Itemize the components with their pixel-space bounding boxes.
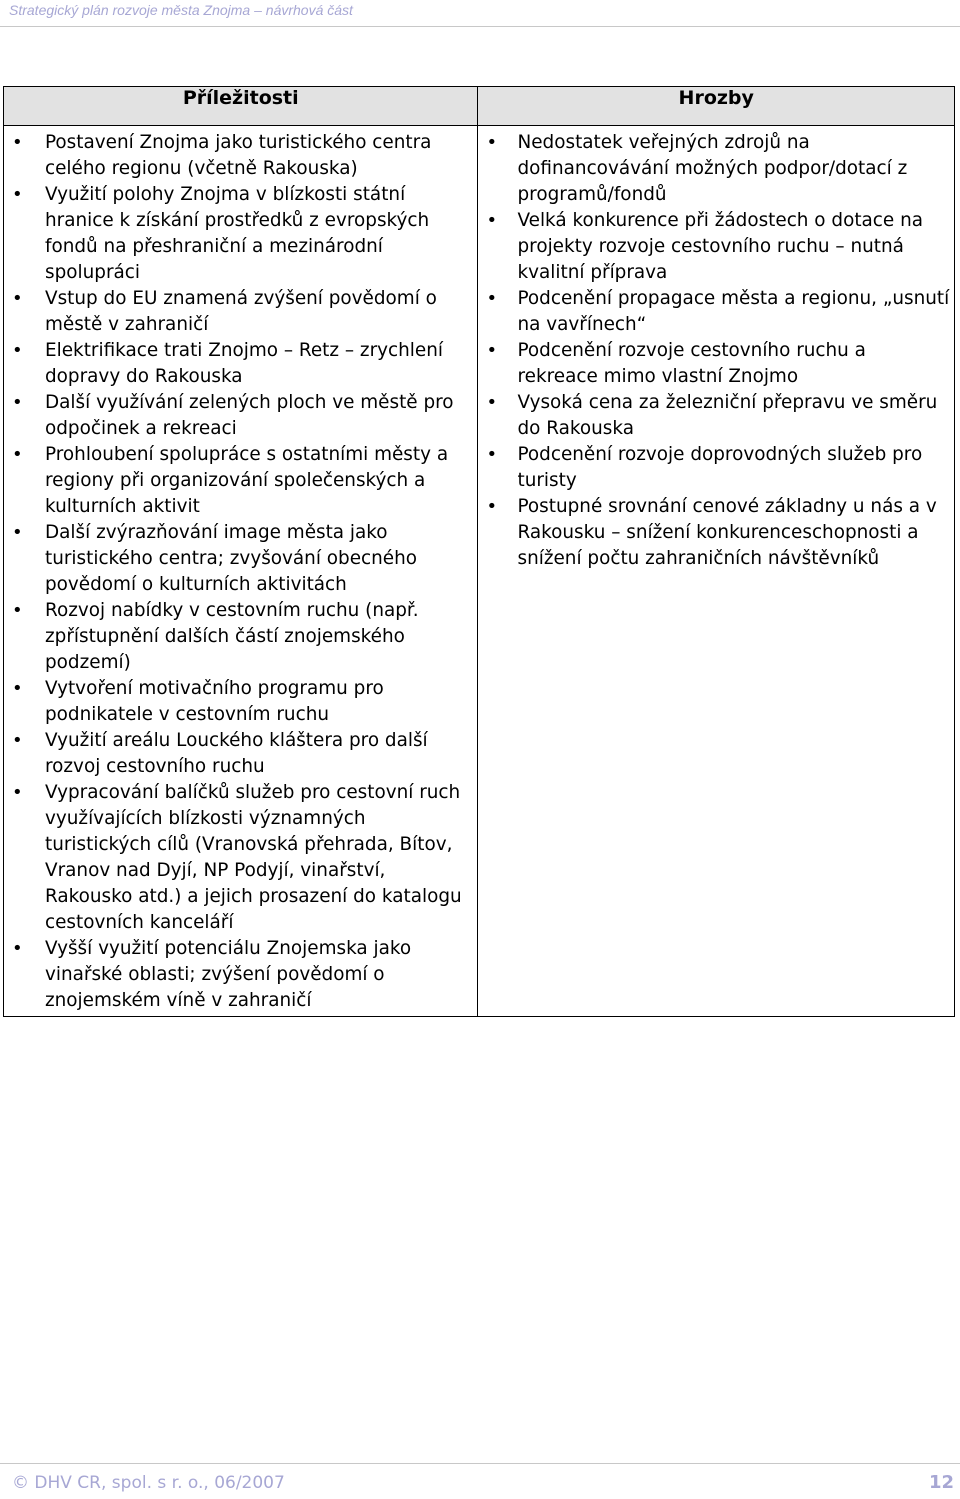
- table-header-row: [4, 87, 955, 126]
- page-header: [0, 0, 960, 27]
- threats-cell: [478, 126, 955, 1017]
- opportunities-cell: [4, 126, 478, 1017]
- opportunity-item: • Využití polohy Znojma v blízkosti státní hranice k získání prostředků z evropských fondů na přeshraniční a mezinárodní spolupráci: [4, 182, 473, 286]
- opportunity-item: • Postavení Znojma jako turistického centra celého regionu (včetně Rakouska): [4, 130, 473, 182]
- threats-list: [478, 130, 950, 572]
- threat-item: • Nedostatek veřejných zdrojů na dofinancovávání možných podpor/dotací z programů/fondů: [478, 130, 950, 208]
- opportunity-item: • Prohloubení spolupráce s ostatními městy a regiony při organizování společenských a kulturních aktivit: [4, 442, 473, 520]
- opportunity-item: • Další využívání zelených ploch ve městě pro odpočinek a rekreaci: [4, 390, 473, 442]
- document-title: Strategický plán rozvoje města Znojma – návrhová část: [9, 2, 353, 18]
- threat-item: • Podcenění rozvoje cestovního ruchu a rekreace mimo vlastní Znojmo: [478, 338, 950, 390]
- opportunity-item: • Elektrifikace trati Znojmo – Retz – zrychlení dopravy do Rakouska: [4, 338, 473, 390]
- opportunity-item: • Vytvoření motivačního programu pro podnikatele v cestovním ruchu: [4, 676, 473, 728]
- threats-heading: Hrozby: [478, 87, 955, 126]
- threat-item: • Postupné srovnání cenové základny u nás a v Rakousku – snížení konkurenceschopnosti a snížení počtu zahraničních návštěvníků: [478, 494, 950, 572]
- page-number: 12: [928, 1472, 954, 1493]
- opportunity-item: • Vypracování balíčků služeb pro cestovní ruch využívajících blízkosti významných turistických cílů (Vranovská přehrada, Bítov, Vranov nad Dyjí, NP Podyjí, vinařství, Rakousko atd.) a jejich prosazení do katalogu cestovních kanceláří: [4, 780, 473, 936]
- opportunity-item: • Další zvýrazňování image města jako turistického centra; zvyšování obecného povědomí o kulturních aktivitách: [4, 520, 473, 598]
- threat-item: • Vysoká cena za železniční přepravu ve směru do Rakouska: [478, 390, 950, 442]
- opportunities-heading: Příležitosti: [4, 87, 478, 126]
- page-footer: [0, 1463, 960, 1499]
- opportunity-item: • Rozvoj nabídky v cestovním ruchu (např. zpřístupnění dalších částí znojemského podzemí): [4, 598, 473, 676]
- opportunities-list: [4, 130, 473, 1014]
- threat-item: • Podcenění rozvoje doprovodných služeb pro turisty: [478, 442, 950, 494]
- table-row: [4, 126, 955, 1017]
- swot-table: [3, 86, 955, 1017]
- opportunity-item: • Vstup do EU znamená zvýšení povědomí o městě v zahraničí: [4, 286, 473, 338]
- opportunity-item: • Využití areálu Louckého kláštera pro další rozvoj cestovního ruchu: [4, 728, 473, 780]
- threat-item: • Podcenění propagace města a regionu, „usnutí na vavřínech“: [478, 286, 950, 338]
- threat-item: • Velká konkurence při žádostech o dotace na projekty rozvoje cestovního ruchu – nutná kvalitní příprava: [478, 208, 950, 286]
- opportunity-item: • Vyšší využití potenciálu Znojemska jako vinařské oblasti; zvýšení povědomí o znojemském víně v zahraničí: [4, 936, 473, 1014]
- footer-copyright: © DHV CR, spol. s r. o., 06/2007: [12, 1473, 285, 1493]
